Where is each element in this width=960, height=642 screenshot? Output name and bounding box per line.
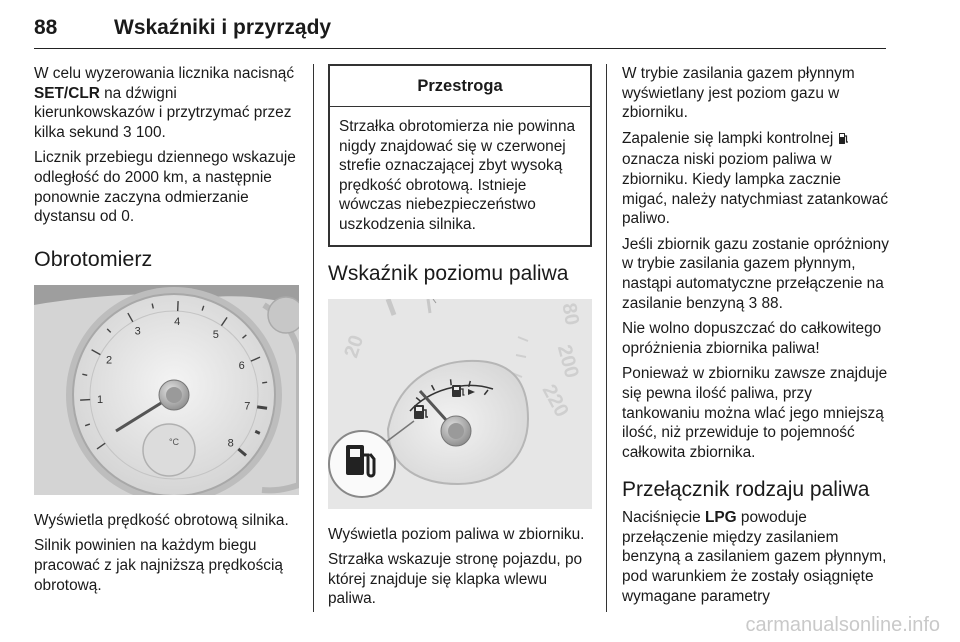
tach-tick <box>255 431 260 433</box>
heading-tachometer: Obrotomierz <box>34 246 153 271</box>
caution-title: Przestroga <box>330 66 590 107</box>
column-divider <box>606 64 607 612</box>
tach-digit: 1 <box>97 393 104 406</box>
tach-digit: 8 <box>227 437 234 450</box>
tach-tick <box>80 399 90 400</box>
button-name-set-clr: SET/CLR <box>34 84 100 102</box>
page-title: Wskaźniki i przyrządy <box>114 16 332 39</box>
tach-digit: 4 <box>174 315 181 328</box>
tach-digit: 6 <box>238 359 245 372</box>
column-divider <box>313 64 314 612</box>
text: na dźwigni kierunkowskazów i przytrzymać przez kilka sekund <box>34 84 292 141</box>
fuel-tick <box>451 379 452 385</box>
paragraph-refuel-capacity: Ponieważ w zbiorniku zawsze znajduje się pewna ilość paliwa, przy tankowaniu można wlać jego mniejszą ilość, niż przewiduje to pojemność całkowita zbiornika. <box>622 365 888 461</box>
tach-tick <box>257 407 267 408</box>
paragraph-low-fuel-lamp <box>622 129 890 229</box>
paragraph-engine-speed: Silnik powinien na każdym biegu pracować z jak najniższą prędkością obrotową. <box>34 537 283 594</box>
paragraph-fuel-door: Strzałka wskazuje stronę pojazdu, po której znajduje się klapka wlewu paliwa. <box>328 551 583 608</box>
paragraph-reset <box>34 64 299 142</box>
fuel-lamp-icon <box>838 131 849 151</box>
speed-label: 220 <box>537 380 573 421</box>
column-3 <box>622 64 890 612</box>
tach-digit: 5 <box>212 328 219 341</box>
text: Zapalenie się lampki kontrolnej <box>622 129 838 147</box>
heading-fuel-selector: Przełącznik rodzaju paliwa <box>622 478 870 502</box>
tach-digit: 3 <box>134 325 141 338</box>
watermark: carmanualsonline.info <box>745 614 940 636</box>
text: Naciśnięcie <box>622 509 705 527</box>
speed-label: 200 <box>552 342 583 380</box>
column-1 <box>34 64 299 601</box>
caution-text: Strzałka obrotomierza nie powinna nigdy znajdować się w czerwonej strefie oznaczającej zbyt wysoką prędkość obrotową. Istnieje wówczas niebezpieczeństwo uszkodzenia silnika. <box>339 118 576 233</box>
caption-tachometer: Wyświetla prędkość obrotową silnika. <box>34 511 289 529</box>
temperature-gauge <box>143 424 195 476</box>
paragraph-lpg-level: W trybie zasilania gazem płynnym wyświetlany jest poziom gazu w zbiorniku. <box>622 65 855 122</box>
column-2 <box>328 64 592 615</box>
speed-label: 20 <box>340 332 369 361</box>
paragraph-warning-empty: Nie wolno dopuszczać do całkowitego opróżnienia zbiornika paliwa! <box>622 320 882 357</box>
tach-digit: 2 <box>106 354 113 367</box>
speed-label: 80 <box>557 300 583 327</box>
tach-digit: 7 <box>244 400 251 413</box>
paragraph-lpg-button <box>622 508 890 606</box>
paragraph-trip: Licznik przebiegu dziennego wskazuje odległość do 2000 km, a następnie ponownie zaczyna odmierzanie dystansu od 0. <box>34 149 296 226</box>
page-number: 88 <box>34 16 58 39</box>
paragraph-auto-switch: Jeśli zbiornik gazu zostanie opróżniony w trybie zasilania gazem płynnym, nastąpi automatyczne przełączenie na zasilanie benzyną 3 88. <box>622 235 889 312</box>
caption-fuel-gauge: Wyświetla poziom paliwa w zbiorniku. <box>328 525 585 543</box>
heading-fuel-gauge: Wskaźnik poziomu paliwa <box>328 261 569 285</box>
text: W celu wyzerowania licznika nacisnąć <box>34 65 295 82</box>
button-name-lpg: LPG <box>704 509 737 527</box>
tach-tick <box>262 382 267 383</box>
page-reference-link[interactable]: 3 100. <box>122 123 166 141</box>
fuel-gauge-figure <box>328 299 592 509</box>
tachometer-figure <box>34 285 299 495</box>
caution-box <box>328 64 592 247</box>
page-header <box>34 8 886 49</box>
text: oznacza niski poziom paliwa w zbiorniku. Kiedy lampka zacznie migać, należy natychmiast zatankować paliwo. <box>622 151 889 228</box>
text: powoduje przełączenie między zasilaniem benzyną a zasilaniem gazem płynnym, pod warunkiem że zostały osiągnięte wymagane parametry <box>622 509 887 605</box>
temperature-label: °C <box>168 436 180 447</box>
